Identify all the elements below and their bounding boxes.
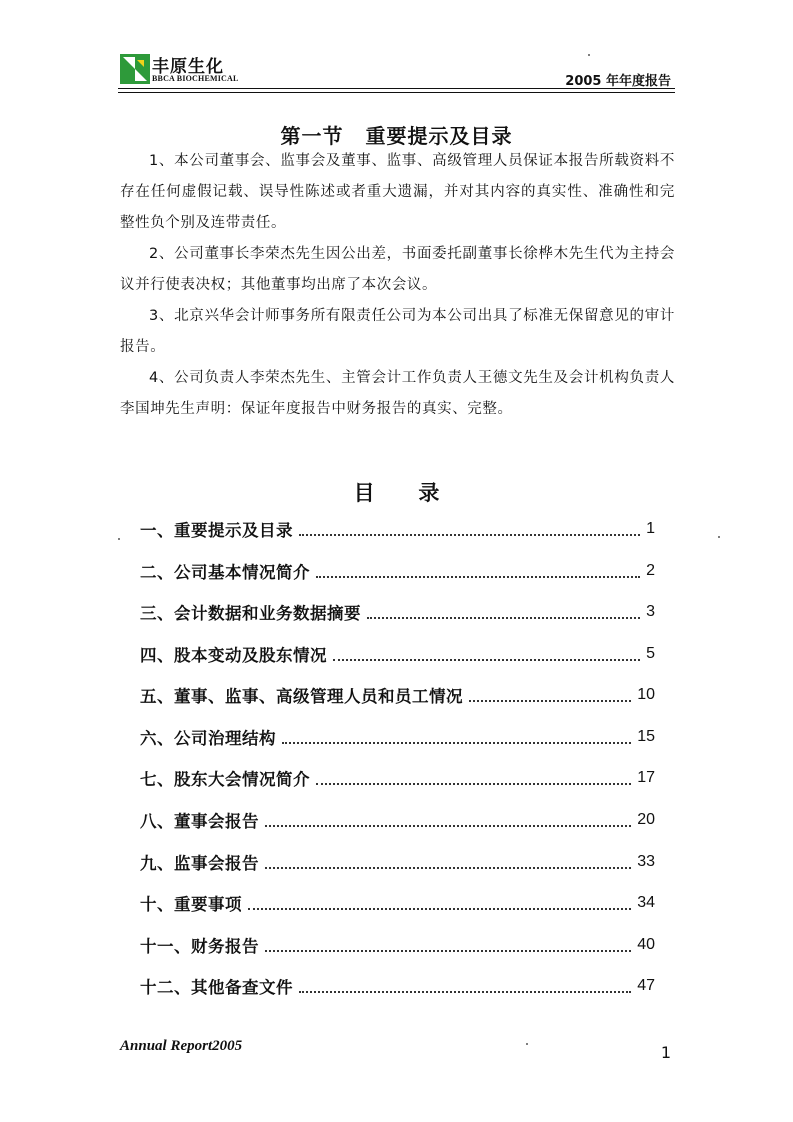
notice-paragraph: 3、北京兴华会计师事务所有限责任公司为本公司出具了标准无保留意见的审计报告。 [120, 308, 675, 355]
toc-entry-label: 五、董事、监事、高级管理人员和员工情况 [140, 687, 463, 706]
notice-paragraph: 2、公司董事长李荣杰先生因公出差，书面委托副董事长徐桦木先生代为主持会议并行使表决权；其他董事均出席了本次会议。 [120, 246, 675, 293]
toc-entry-page: 10 [637, 686, 655, 703]
toc-entry-label: 九、监事会报告 [140, 854, 259, 873]
toc-leader-dots [469, 700, 631, 702]
toc-entry-label: 八、董事会报告 [140, 812, 259, 831]
scan-speck [588, 54, 590, 56]
toc-entry-page: 47 [637, 977, 655, 994]
footer-report-label: Annual Report2005 [120, 1038, 243, 1054]
section-number: 第一节 [280, 124, 344, 148]
toc-entry-page: 17 [637, 769, 655, 786]
toc-title: 目 录 [353, 481, 440, 505]
toc-entry[interactable] [140, 684, 655, 706]
scan-speck [526, 1043, 528, 1045]
toc-entry-label: 十、重要事项 [140, 895, 242, 914]
toc-entry-page: 5 [646, 645, 655, 662]
toc-entry-label: 二、公司基本情况简介 [140, 563, 310, 582]
toc-leader-dots [265, 950, 631, 952]
toc-entry-page: 3 [646, 603, 655, 620]
toc-entry[interactable] [140, 560, 655, 582]
toc-entry-page: 15 [637, 728, 655, 745]
toc-leader-dots [248, 908, 631, 910]
company-logo [120, 52, 240, 88]
toc-entry[interactable] [140, 975, 655, 997]
toc-leader-dots [316, 576, 640, 578]
toc-leader-dots [333, 659, 640, 661]
notice-paragraph: 1、本公司董事会、监事会及董事、监事、高级管理人员保证本报告所载资料不存在任何虚假记载、误导性陈述或者重大遗漏，并对其内容的真实性、准确性和完整性负个别及连带责任。 [120, 153, 675, 231]
toc-entry[interactable] [140, 601, 655, 623]
footer-page-number: 1 [660, 1043, 671, 1062]
toc-entry[interactable] [140, 934, 655, 956]
toc-entry-page: 2 [646, 562, 655, 579]
logo-company-name-cn: 丰原生化 [152, 57, 224, 77]
toc-entry-label: 六、公司治理结构 [140, 729, 276, 748]
toc-entry[interactable] [140, 643, 655, 665]
report-header-title: 2005 年年度报告 [565, 74, 671, 89]
toc-leader-dots [265, 825, 631, 827]
section-title: 重要提示及目录 [365, 124, 513, 148]
toc-entry[interactable] [140, 726, 655, 748]
toc-entry-page: 40 [637, 936, 655, 953]
toc-entry-page: 1 [646, 520, 655, 537]
important-notices [120, 146, 675, 425]
toc-leader-dots [299, 991, 631, 993]
toc-entry-label: 一、重要提示及目录 [140, 521, 293, 540]
section-heading [0, 120, 793, 149]
toc-entry-page: 34 [637, 894, 655, 911]
toc-entry-page: 20 [637, 811, 655, 828]
toc-leader-dots [282, 742, 631, 744]
toc-leader-dots [367, 617, 640, 619]
logo-company-name-en: BBCA BIOCHEMICAL [152, 74, 239, 83]
toc-entry-label: 四、股本变动及股东情况 [140, 646, 327, 665]
toc-entry[interactable] [140, 851, 655, 873]
toc-entry-page: 33 [637, 853, 655, 870]
toc-leader-dots [265, 867, 631, 869]
toc-entry-label: 十二、其他备查文件 [140, 978, 293, 997]
toc-entry[interactable] [140, 892, 655, 914]
toc-entry-label: 十一、财务报告 [140, 937, 259, 956]
toc-leader-dots [299, 534, 640, 536]
scan-speck [718, 536, 720, 538]
header-divider [118, 88, 675, 93]
toc-entry[interactable] [140, 767, 655, 789]
toc-entry[interactable] [140, 518, 655, 540]
toc-leader-dots [316, 783, 631, 785]
toc-entry[interactable] [140, 809, 655, 831]
toc-entry-label: 七、股东大会情况简介 [140, 770, 310, 789]
scan-speck [118, 538, 120, 540]
logo-mark-icon [120, 54, 150, 84]
notice-paragraph: 4、公司负责人李荣杰先生、主管会计工作负责人王德文先生及会计机构负责人李国坤先生声明：保证年度报告中财务报告的真实、完整。 [120, 370, 675, 417]
toc-entry-label: 三、会计数据和业务数据摘要 [140, 604, 361, 623]
